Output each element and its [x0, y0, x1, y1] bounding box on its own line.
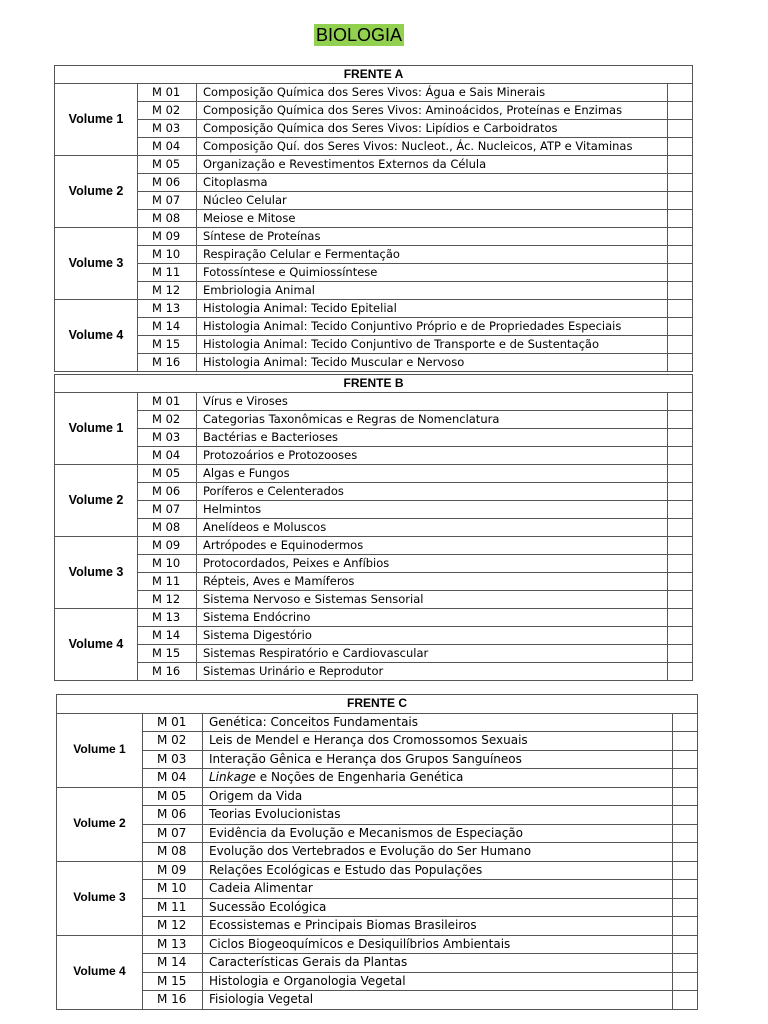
- module-code: M 16: [143, 991, 203, 1010]
- checkbox-cell: [668, 555, 693, 573]
- module-row: [57, 898, 698, 917]
- checkbox-cell: [673, 861, 698, 880]
- module-topic-text: Bactérias e Bacterioses: [203, 430, 339, 444]
- module-topic: [203, 991, 673, 1010]
- module-topic: [197, 138, 668, 156]
- module-code: M 11: [138, 264, 197, 282]
- module-topic: [203, 732, 673, 751]
- module-topic-text: Anelídeos e Moluscos: [203, 520, 327, 534]
- module-row: [55, 465, 693, 483]
- module-code: M 13: [138, 609, 197, 627]
- checkbox-cell: [668, 465, 693, 483]
- module-code: M 03: [138, 120, 197, 138]
- frente-table: [56, 694, 698, 1010]
- module-code: M 08: [143, 843, 203, 862]
- module-topic: [203, 954, 673, 973]
- module-topic-text: Composição Química dos Seres Vivos: Lipídios e Carboidratos: [203, 121, 558, 135]
- module-row: [55, 120, 693, 138]
- module-row: [55, 609, 693, 627]
- module-topic-text: Fisiologia Vegetal: [209, 992, 314, 1006]
- module-code: M 13: [138, 300, 197, 318]
- module-topic: [203, 750, 673, 769]
- module-topic: [203, 935, 673, 954]
- module-topic: [203, 843, 673, 862]
- module-topic: [197, 573, 668, 591]
- module-code: M 05: [138, 156, 197, 174]
- module-topic: [197, 645, 668, 663]
- module-topic: [197, 483, 668, 501]
- module-row: [55, 393, 693, 411]
- module-topic: [197, 246, 668, 264]
- checkbox-cell: [673, 806, 698, 825]
- module-topic-text: Leis de Mendel e Herança dos Cromossomos Sexuais: [209, 733, 528, 747]
- module-topic-text: Embriologia Animal: [203, 283, 315, 297]
- module-topic-text: Relações Ecológicas e Estudo das Populações: [209, 862, 483, 877]
- module-row: [55, 429, 693, 447]
- module-code: M 09: [138, 537, 197, 555]
- module-topic: [197, 411, 668, 429]
- module-code: M 11: [143, 898, 203, 917]
- module-code: M 15: [143, 972, 203, 991]
- module-topic-text: Protocordados, Peixes e Anfíbios: [203, 556, 390, 570]
- checkbox-cell: [668, 354, 693, 372]
- module-code: M 02: [143, 732, 203, 751]
- module-row: [55, 483, 693, 501]
- module-row: [57, 935, 698, 954]
- module-topic-text: Genética: Conceitos Fundamentais: [209, 714, 419, 729]
- checkbox-cell: [668, 336, 693, 354]
- module-code: M 01: [138, 393, 197, 411]
- page-title: BIOLOGIA: [316, 25, 403, 45]
- checkbox-cell: [668, 573, 693, 591]
- module-topic: [197, 300, 668, 318]
- checkbox-cell: [668, 429, 693, 447]
- module-topic-text: Composição Química dos Seres Vivos: Aminoácidos, Proteínas e Enzimas: [203, 103, 623, 117]
- module-code: M 08: [138, 519, 197, 537]
- module-row: [57, 972, 698, 991]
- checkbox-cell: [673, 769, 698, 788]
- checkbox-cell: [668, 210, 693, 228]
- checkbox-cell: [673, 824, 698, 843]
- volume-label: Volume 2: [55, 156, 138, 228]
- module-code: M 08: [138, 210, 197, 228]
- module-row: [55, 174, 693, 192]
- volume-label: Volume 4: [55, 300, 138, 372]
- module-code: M 12: [143, 917, 203, 936]
- module-topic: [203, 769, 673, 788]
- module-row: [57, 917, 698, 936]
- module-topic: [197, 192, 668, 210]
- module-topic: [197, 537, 668, 555]
- module-topic: [197, 210, 668, 228]
- module-topic-text: Algas e Fungos: [203, 466, 290, 480]
- module-row: [55, 138, 693, 156]
- frente-header-row: [57, 695, 698, 714]
- volume-label: Volume 3: [57, 861, 143, 935]
- module-code: M 01: [143, 713, 203, 732]
- module-topic-text: Sistema Digestório: [203, 628, 312, 642]
- module-topic: [203, 787, 673, 806]
- checkbox-cell: [673, 991, 698, 1010]
- module-code: M 14: [143, 954, 203, 973]
- checkbox-cell: [668, 645, 693, 663]
- module-code: M 12: [138, 282, 197, 300]
- checkbox-cell: [668, 519, 693, 537]
- module-row: [55, 663, 693, 681]
- module-topic-text: Poríferos e Celenterados: [203, 484, 344, 498]
- module-topic: [203, 806, 673, 825]
- checkbox-cell: [668, 393, 693, 411]
- checkbox-cell: [668, 246, 693, 264]
- module-topic: [197, 429, 668, 447]
- module-row: [55, 447, 693, 465]
- module-row: [55, 102, 693, 120]
- checkbox-cell: [673, 750, 698, 769]
- module-row: [55, 519, 693, 537]
- module-topic-text: Respiração Celular e Fermentação: [203, 247, 400, 261]
- module-topic-text: e Noções de Engenharia Genética: [255, 770, 464, 784]
- checkbox-cell: [668, 192, 693, 210]
- module-topic-text: Histologia e Organologia Vegetal: [209, 973, 406, 988]
- module-row: [57, 713, 698, 732]
- module-topic: [197, 393, 668, 411]
- volume-label: Volume 4: [57, 935, 143, 1009]
- module-code: M 07: [138, 501, 197, 519]
- module-row: [55, 318, 693, 336]
- module-topic: [197, 501, 668, 519]
- module-topic: [197, 120, 668, 138]
- volume-label: Volume 3: [55, 537, 138, 609]
- volume-label: Volume 4: [55, 609, 138, 681]
- module-code: M 06: [138, 174, 197, 192]
- module-topic-text: Histologia Animal: Tecido Conjuntivo Próprio e de Propriedades Especiais: [203, 319, 622, 333]
- checkbox-cell: [668, 300, 693, 318]
- frente-table: [54, 65, 693, 372]
- module-code: M 12: [138, 591, 197, 609]
- module-code: M 04: [138, 447, 197, 465]
- volume-label: Volume 2: [55, 465, 138, 537]
- module-topic: [197, 228, 668, 246]
- module-row: [55, 591, 693, 609]
- module-code: M 03: [138, 429, 197, 447]
- volume-label: Volume 1: [57, 713, 143, 787]
- module-topic-text: Evidência da Evolução e Mecanismos de Especiação: [209, 825, 523, 840]
- module-row: [57, 732, 698, 751]
- module-topic-text: Ecossistemas e Principais Biomas Brasileiros: [209, 918, 477, 932]
- module-topic: [203, 880, 673, 899]
- module-topic-text: Núcleo Celular: [203, 193, 287, 207]
- module-topic-text: Teorias Evolucionistas: [209, 807, 341, 821]
- module-row: [55, 300, 693, 318]
- module-row: [55, 354, 693, 372]
- volume-label: Volume 1: [55, 84, 138, 156]
- module-topic-text: Vírus e Viroses: [203, 394, 288, 408]
- frente-header-row: [55, 375, 693, 393]
- module-code: M 06: [138, 483, 197, 501]
- module-code: M 16: [138, 354, 197, 372]
- checkbox-cell: [668, 627, 693, 645]
- module-row: [55, 84, 693, 102]
- module-code: M 10: [138, 246, 197, 264]
- module-topic-text: Sistema Nervoso e Sistemas Sensorial: [203, 592, 424, 606]
- checkbox-cell: [668, 264, 693, 282]
- module-code: M 16: [138, 663, 197, 681]
- module-topic-text: Sucessão Ecológica: [209, 899, 327, 914]
- module-row: [57, 824, 698, 843]
- module-code: M 15: [138, 336, 197, 354]
- module-row: [57, 861, 698, 880]
- module-topic: [197, 609, 668, 627]
- module-topic: [197, 84, 668, 102]
- module-code: M 10: [143, 880, 203, 899]
- module-topic: [197, 102, 668, 120]
- checkbox-cell: [668, 411, 693, 429]
- checkbox-cell: [668, 138, 693, 156]
- checkbox-cell: [673, 732, 698, 751]
- module-topic: [203, 972, 673, 991]
- module-topic-text: Fotossíntese e Quimiossíntese: [203, 265, 378, 279]
- module-topic: [197, 465, 668, 483]
- module-topic-text: Helmintos: [203, 502, 262, 516]
- checkbox-cell: [668, 537, 693, 555]
- checkbox-cell: [673, 917, 698, 936]
- module-row: [55, 411, 693, 429]
- checkbox-cell: [668, 501, 693, 519]
- checkbox-cell: [668, 84, 693, 102]
- module-row: [57, 750, 698, 769]
- checkbox-cell: [668, 318, 693, 336]
- module-code: M 04: [138, 138, 197, 156]
- checkbox-cell: [668, 156, 693, 174]
- volume-label: Volume 1: [55, 393, 138, 465]
- module-topic-text: Interação Gênica e Herança dos Grupos Sanguíneos: [209, 751, 522, 766]
- module-topic: [197, 336, 668, 354]
- module-topic-text: Répteis, Aves e Mamíferos: [203, 574, 355, 588]
- module-row: [57, 954, 698, 973]
- module-topic-text: Citoplasma: [203, 175, 268, 189]
- module-topic: [197, 156, 668, 174]
- module-topic-text: Cadeia Alimentar: [209, 881, 313, 895]
- module-topic: [197, 354, 668, 372]
- module-row: [57, 843, 698, 862]
- frente-title: FRENTE C: [57, 695, 698, 714]
- frente-header-row: [55, 66, 693, 84]
- checkbox-cell: [673, 843, 698, 862]
- checkbox-cell: [673, 787, 698, 806]
- module-topic: [197, 663, 668, 681]
- module-code: M 09: [143, 861, 203, 880]
- module-code: M 03: [143, 750, 203, 769]
- module-topic-text: Histologia Animal: Tecido Muscular e Nervoso: [203, 355, 465, 369]
- module-topic: [203, 713, 673, 732]
- module-row: [57, 806, 698, 825]
- module-code: M 04: [143, 769, 203, 788]
- module-topic-text: Categorias Taxonômicas e Regras de Nomenclatura: [203, 412, 500, 426]
- module-topic: [197, 555, 668, 573]
- checkbox-cell: [673, 972, 698, 991]
- module-topic: [197, 174, 668, 192]
- checkbox-cell: [668, 591, 693, 609]
- module-code: M 05: [143, 787, 203, 806]
- module-row: [55, 537, 693, 555]
- module-code: M 01: [138, 84, 197, 102]
- module-row: [55, 192, 693, 210]
- module-row: [57, 769, 698, 788]
- module-topic: [203, 861, 673, 880]
- module-topic-text: Características Gerais da Plantas: [209, 955, 408, 969]
- module-row: [57, 880, 698, 899]
- checkbox-cell: [668, 174, 693, 192]
- checkbox-cell: [668, 102, 693, 120]
- module-code: M 15: [138, 645, 197, 663]
- module-topic-italic: Linkage: [209, 770, 256, 784]
- frente-table: [54, 374, 693, 681]
- module-code: M 06: [143, 806, 203, 825]
- module-topic-text: Composição Quí. dos Seres Vivos: Nucleot., Ác. Nucleicos, ATP e Vitaminas: [203, 139, 633, 153]
- module-row: [55, 336, 693, 354]
- module-code: M 02: [138, 411, 197, 429]
- module-code: M 02: [138, 102, 197, 120]
- module-topic: [197, 519, 668, 537]
- checkbox-cell: [673, 713, 698, 732]
- checkbox-cell: [673, 880, 698, 899]
- checkbox-cell: [668, 609, 693, 627]
- checkbox-cell: [668, 483, 693, 501]
- checkbox-cell: [673, 898, 698, 917]
- volume-label: Volume 2: [57, 787, 143, 861]
- module-row: [55, 264, 693, 282]
- module-topic-text: Sistemas Urinário e Reprodutor: [203, 664, 384, 678]
- module-row: [55, 246, 693, 264]
- module-topic-text: Sistema Endócrino: [203, 610, 311, 624]
- module-row: [55, 573, 693, 591]
- frente-title: FRENTE B: [55, 375, 693, 393]
- checkbox-cell: [668, 120, 693, 138]
- module-row: [55, 156, 693, 174]
- frente-title: FRENTE A: [55, 66, 693, 84]
- module-topic-text: Composição Química dos Seres Vivos: Água e Sais Minerais: [203, 85, 546, 99]
- module-code: M 07: [143, 824, 203, 843]
- module-row: [55, 210, 693, 228]
- module-code: M 10: [138, 555, 197, 573]
- checkbox-cell: [668, 228, 693, 246]
- module-topic-text: Histologia Animal: Tecido Conjuntivo de Transporte e de Sustentação: [203, 337, 600, 351]
- module-topic-text: Organização e Revestimentos Externos da Célula: [203, 157, 487, 171]
- module-code: M 05: [138, 465, 197, 483]
- checkbox-cell: [668, 447, 693, 465]
- module-row: [55, 645, 693, 663]
- checkbox-cell: [673, 954, 698, 973]
- module-row: [55, 627, 693, 645]
- module-code: M 13: [143, 935, 203, 954]
- module-topic-text: Sistemas Respiratório e Cardiovascular: [203, 646, 429, 660]
- module-row: [57, 787, 698, 806]
- module-topic: [197, 318, 668, 336]
- module-topic-text: Síntese de Proteínas: [203, 229, 321, 243]
- module-code: M 09: [138, 228, 197, 246]
- checkbox-cell: [673, 935, 698, 954]
- module-topic: [197, 282, 668, 300]
- module-topic-text: Origem da Vida: [209, 788, 303, 803]
- volume-label: Volume 3: [55, 228, 138, 300]
- module-topic-text: Histologia Animal: Tecido Epitelial: [203, 301, 397, 315]
- module-topic: [197, 627, 668, 645]
- module-topic-text: Meiose e Mitose: [203, 211, 296, 225]
- module-topic: [203, 824, 673, 843]
- checkbox-cell: [668, 663, 693, 681]
- module-code: M 14: [138, 318, 197, 336]
- module-row: [55, 282, 693, 300]
- module-topic-text: Ciclos Biogeoquímicos e Desiquilíbrios Ambientais: [209, 936, 511, 951]
- module-topic: [197, 447, 668, 465]
- module-topic-text: Evolução dos Vertebrados e Evolução do Ser Humano: [209, 844, 532, 858]
- module-topic: [197, 591, 668, 609]
- module-topic: [197, 264, 668, 282]
- module-code: M 07: [138, 192, 197, 210]
- module-code: M 14: [138, 627, 197, 645]
- checkbox-cell: [668, 282, 693, 300]
- module-row: [55, 228, 693, 246]
- module-code: M 11: [138, 573, 197, 591]
- module-topic-text: Artrópodes e Equinodermos: [203, 538, 364, 552]
- module-row: [55, 501, 693, 519]
- module-topic: [203, 917, 673, 936]
- module-row: [57, 991, 698, 1010]
- module-topic-text: Protozoários e Protozooses: [203, 448, 358, 462]
- module-topic: [203, 898, 673, 917]
- module-row: [55, 555, 693, 573]
